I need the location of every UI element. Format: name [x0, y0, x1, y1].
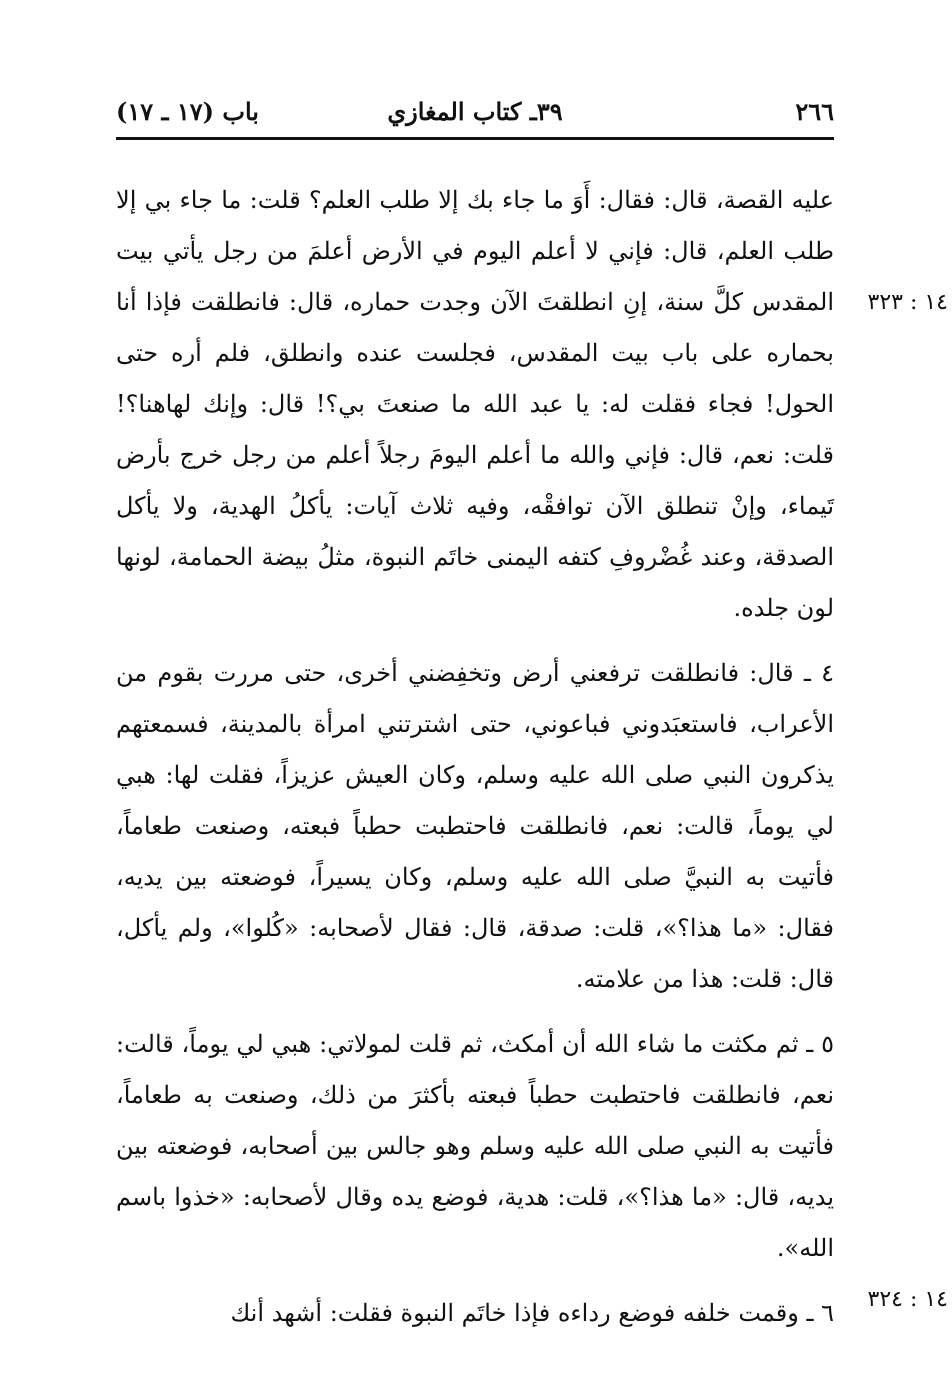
page-number: ٢٦٦ — [795, 97, 834, 126]
body-text — [116, 175, 834, 1339]
margin-reference: ١٤ : ٣٢٤ — [867, 1287, 948, 1312]
paragraph: ٥ ـ ثم مكثت ما شاء الله أن أمكث، ثم قلت لمولاتي: هبي لي يوماً، قالت: نعم، فانطلقت فاحتطبت حطباً فبعته بأكثرَ من ذلك، وصنعت به طعاماً، فأتيت به النبي صلى الله عليه وسلم وهو جالس بين أصحابه، فوضعته بين يديه، قال: «ما هذا؟»، قلت: هدية، فوضع يده وقال لأصحابه: «خذوا باسم الله». — [116, 1030, 834, 1262]
margin-reference: ١٤ : ٣٢٣ — [867, 290, 948, 315]
paragraph: ٦ ـ وقمت خلفه فوضع رداءه فإذا خاتَم النبوة فقلت: أشهد أنك — [230, 1299, 834, 1327]
page-header — [116, 92, 834, 132]
paragraph: عليه القصة، قال: فقال: أَوَ ما جاء بك إلا طلب العلم؟ قلت: ما جاء بي إلا طلب العلم، قال: فإني لا أعلم اليوم في الأرض أعلمَ من رجل يأتي بيت المقدس كلَّ سنة، إنِ انطلقتَ الآن وجدت حماره، قال: فانطلقت فإذا أنا بحماره على باب بيت المقدس، فجلست عنده وانطلق، فلم أره حتى الحول! فجاء فقلت له: يا عبد الله ما صنعتَ بي؟! قال: وإنك لهاهنا؟! قلت: نعم، قال: فإني والله ما أعلم اليومَ رجلاً أعلم من رجل خرج بأرض تَيماء، وإنْ تنطلق الآن توافقْه، وفيه ثلاث آيات: يأكلُ الهدية، ولا يأكل الصدقة، وعند غُضْروفِ كتفه اليمنى خاتَم النبوة، مثلُ بيضة الحمامة، لونها لون جلده. — [116, 186, 835, 622]
book-title: ٣٩ـ كتاب المغازي — [387, 97, 563, 126]
chapter-heading: باب (١٧ ـ ١٧) — [116, 97, 259, 126]
paragraph: ٤ ـ قال: فانطلقت ترفعني أرض وتخفِضني أخرى، حتى مررت بقوم من الأعراب، فاستعبَدوني فباعوني، حتى اشترتني امرأة بالمدينة، فسمعتهم يذكرون النبي صلى الله عليه وسلم، وكان العيش عزيزاً، فقلت لها: هبي لي يوماً، قالت: نعم، فانطلقت فاحتطبت حطباً فبعته، وصنعت طعاماً، فأتيت به النبيَّ صلى الله عليه وسلم، وكان يسيراً، فوضعته بين يديه، فقال: «ما هذا؟»، قلت: صدقة، قال: فقال لأصحابه: «كُلوا»، ولم يأكل، قال: قلت: هذا من علامته. — [116, 659, 835, 993]
header-rule — [116, 137, 834, 140]
